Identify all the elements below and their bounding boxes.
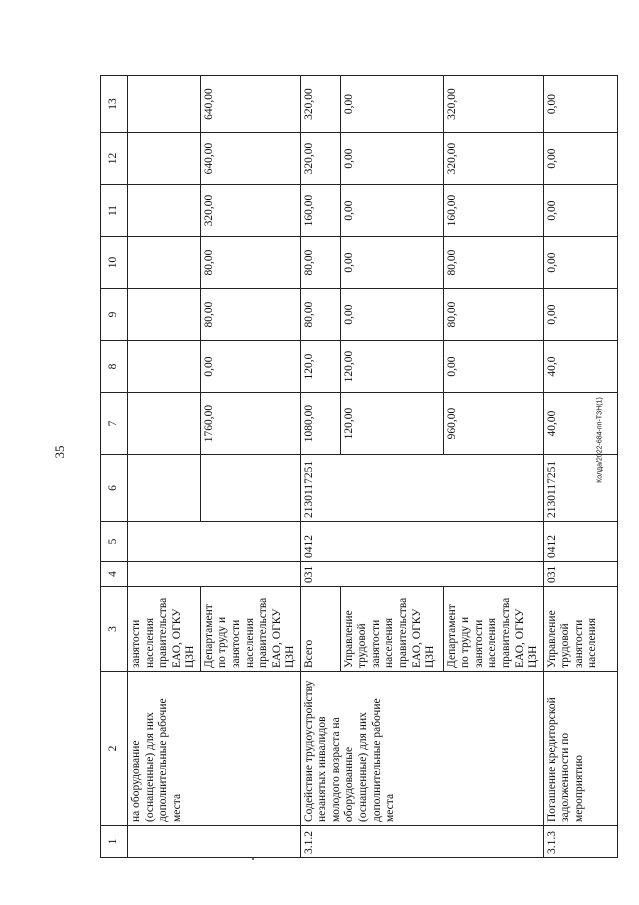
cell-value: 80,00	[200, 237, 300, 289]
cell-value: 120,0	[300, 341, 340, 393]
header-cell: 10	[101, 237, 128, 289]
header-cell: 8	[101, 341, 128, 393]
cell-value: 80,00	[443, 289, 543, 341]
rotated-table-wrapper	[100, 88, 599, 858]
cell-value: 960,00	[443, 393, 543, 455]
header-cell: 6	[101, 455, 128, 522]
cell-executor: Департамент по труду и занятости населения правительства ЕАО, ОГКУ ЦЗН	[443, 587, 543, 672]
cell-value: 80,00	[300, 237, 340, 289]
header-cell: 12	[101, 133, 128, 185]
cell-description: Содействие трудоустройству незанятых инвалидов молодого возраста на оборудованные (оснащенные) для них дополнительные рабочие места	[300, 672, 543, 826]
cell-code: 2130117251	[300, 455, 543, 522]
cell-value: 80,00	[300, 289, 340, 341]
header-cell: 2	[101, 672, 128, 826]
cell-value: 0,00	[543, 237, 617, 289]
cell-empty	[128, 522, 301, 562]
cell-empty	[128, 562, 301, 587]
cell-value: 80,00	[200, 289, 300, 341]
cell-executor: Управление трудовой занятости населения	[543, 587, 617, 672]
table-row	[543, 76, 617, 858]
header-cell: 4	[101, 562, 128, 587]
cell-empty	[128, 393, 201, 455]
cell-empty	[128, 341, 201, 393]
cell-value: 640,00	[200, 133, 300, 185]
header-row	[101, 76, 128, 858]
table-row	[128, 76, 201, 858]
cell-code: 2130117251	[543, 455, 617, 522]
cell-value: 40,00	[543, 393, 617, 455]
cell-value: 320,00	[300, 76, 340, 133]
cell-value: 0,00	[543, 133, 617, 185]
cell-value: 40,0	[543, 341, 617, 393]
cell-value: 320,00	[200, 185, 300, 237]
cell-executor: Всего	[300, 587, 340, 672]
cell-value: 0,00	[543, 289, 617, 341]
cell-value: 0,00	[340, 237, 443, 289]
cell-empty	[200, 455, 300, 522]
header-cell: 9	[101, 289, 128, 341]
cell-code: 031	[300, 562, 543, 587]
cell-value: 320,00	[443, 76, 543, 133]
cell-value: 0,00	[543, 76, 617, 133]
cell-empty	[128, 185, 201, 237]
cell-value: 1080,00	[300, 393, 340, 455]
header-cell: 5	[101, 522, 128, 562]
budget-table	[100, 75, 618, 858]
cell-value: 0,00	[340, 133, 443, 185]
page-number: 35	[52, 445, 67, 459]
cell-value: 160,00	[443, 185, 543, 237]
cell-value: 120,00	[340, 341, 443, 393]
cell-number: 3.1.2	[300, 826, 543, 858]
header-cell: 3	[101, 587, 128, 672]
cell-empty	[128, 76, 201, 133]
cell-description: на оборудование (оснащенные) для них дополнительные рабочие места	[128, 672, 301, 826]
cell-value: 160,00	[300, 185, 340, 237]
cell-value: 0,00	[443, 341, 543, 393]
header-cell: 11	[101, 185, 128, 237]
speck	[252, 858, 254, 860]
cell-number: 3.1.3	[543, 826, 617, 858]
cell-executor: Департамент по труду и занятости населения правительства ЕАО, ОГКУ ЦЗН	[200, 587, 300, 672]
cell-executor: Управление трудовой занятости населения правительства ЕАО, ОГКУ ЦЗН	[340, 587, 443, 672]
cell-code: 031	[543, 562, 617, 587]
cell-value: 80,00	[443, 237, 543, 289]
cell-value: 320,00	[300, 133, 340, 185]
cell-executor: занятости населения правительства ЕАО, ОГКУ ЦЗН	[128, 587, 201, 672]
cell-value: 0,00	[340, 76, 443, 133]
cell-value: 0,00	[200, 341, 300, 393]
cell-empty	[128, 826, 301, 858]
footer-code: Колда/2022-684-пп-ТЗН(1)	[596, 397, 604, 483]
cell-code: 0412	[300, 522, 543, 562]
cell-description: Погашение кредиторской задолженности по мероприятию	[543, 672, 617, 826]
cell-value: 0,00	[340, 289, 443, 341]
cell-value: 1760,00	[200, 393, 300, 455]
cell-empty	[128, 133, 201, 185]
cell-value: 0,00	[340, 185, 443, 237]
cell-value: 320,00	[443, 133, 543, 185]
cell-empty	[128, 289, 201, 341]
cell-code: 0412	[543, 522, 617, 562]
table-row	[300, 76, 340, 858]
header-cell: 7	[101, 393, 128, 455]
cell-value: 120,00	[340, 393, 443, 455]
cell-empty	[128, 237, 201, 289]
cell-value: 0,00	[543, 185, 617, 237]
cell-value: 640,00	[200, 76, 300, 133]
header-cell: 13	[101, 76, 128, 133]
header-cell: 1	[101, 826, 128, 858]
cell-empty	[128, 455, 201, 522]
